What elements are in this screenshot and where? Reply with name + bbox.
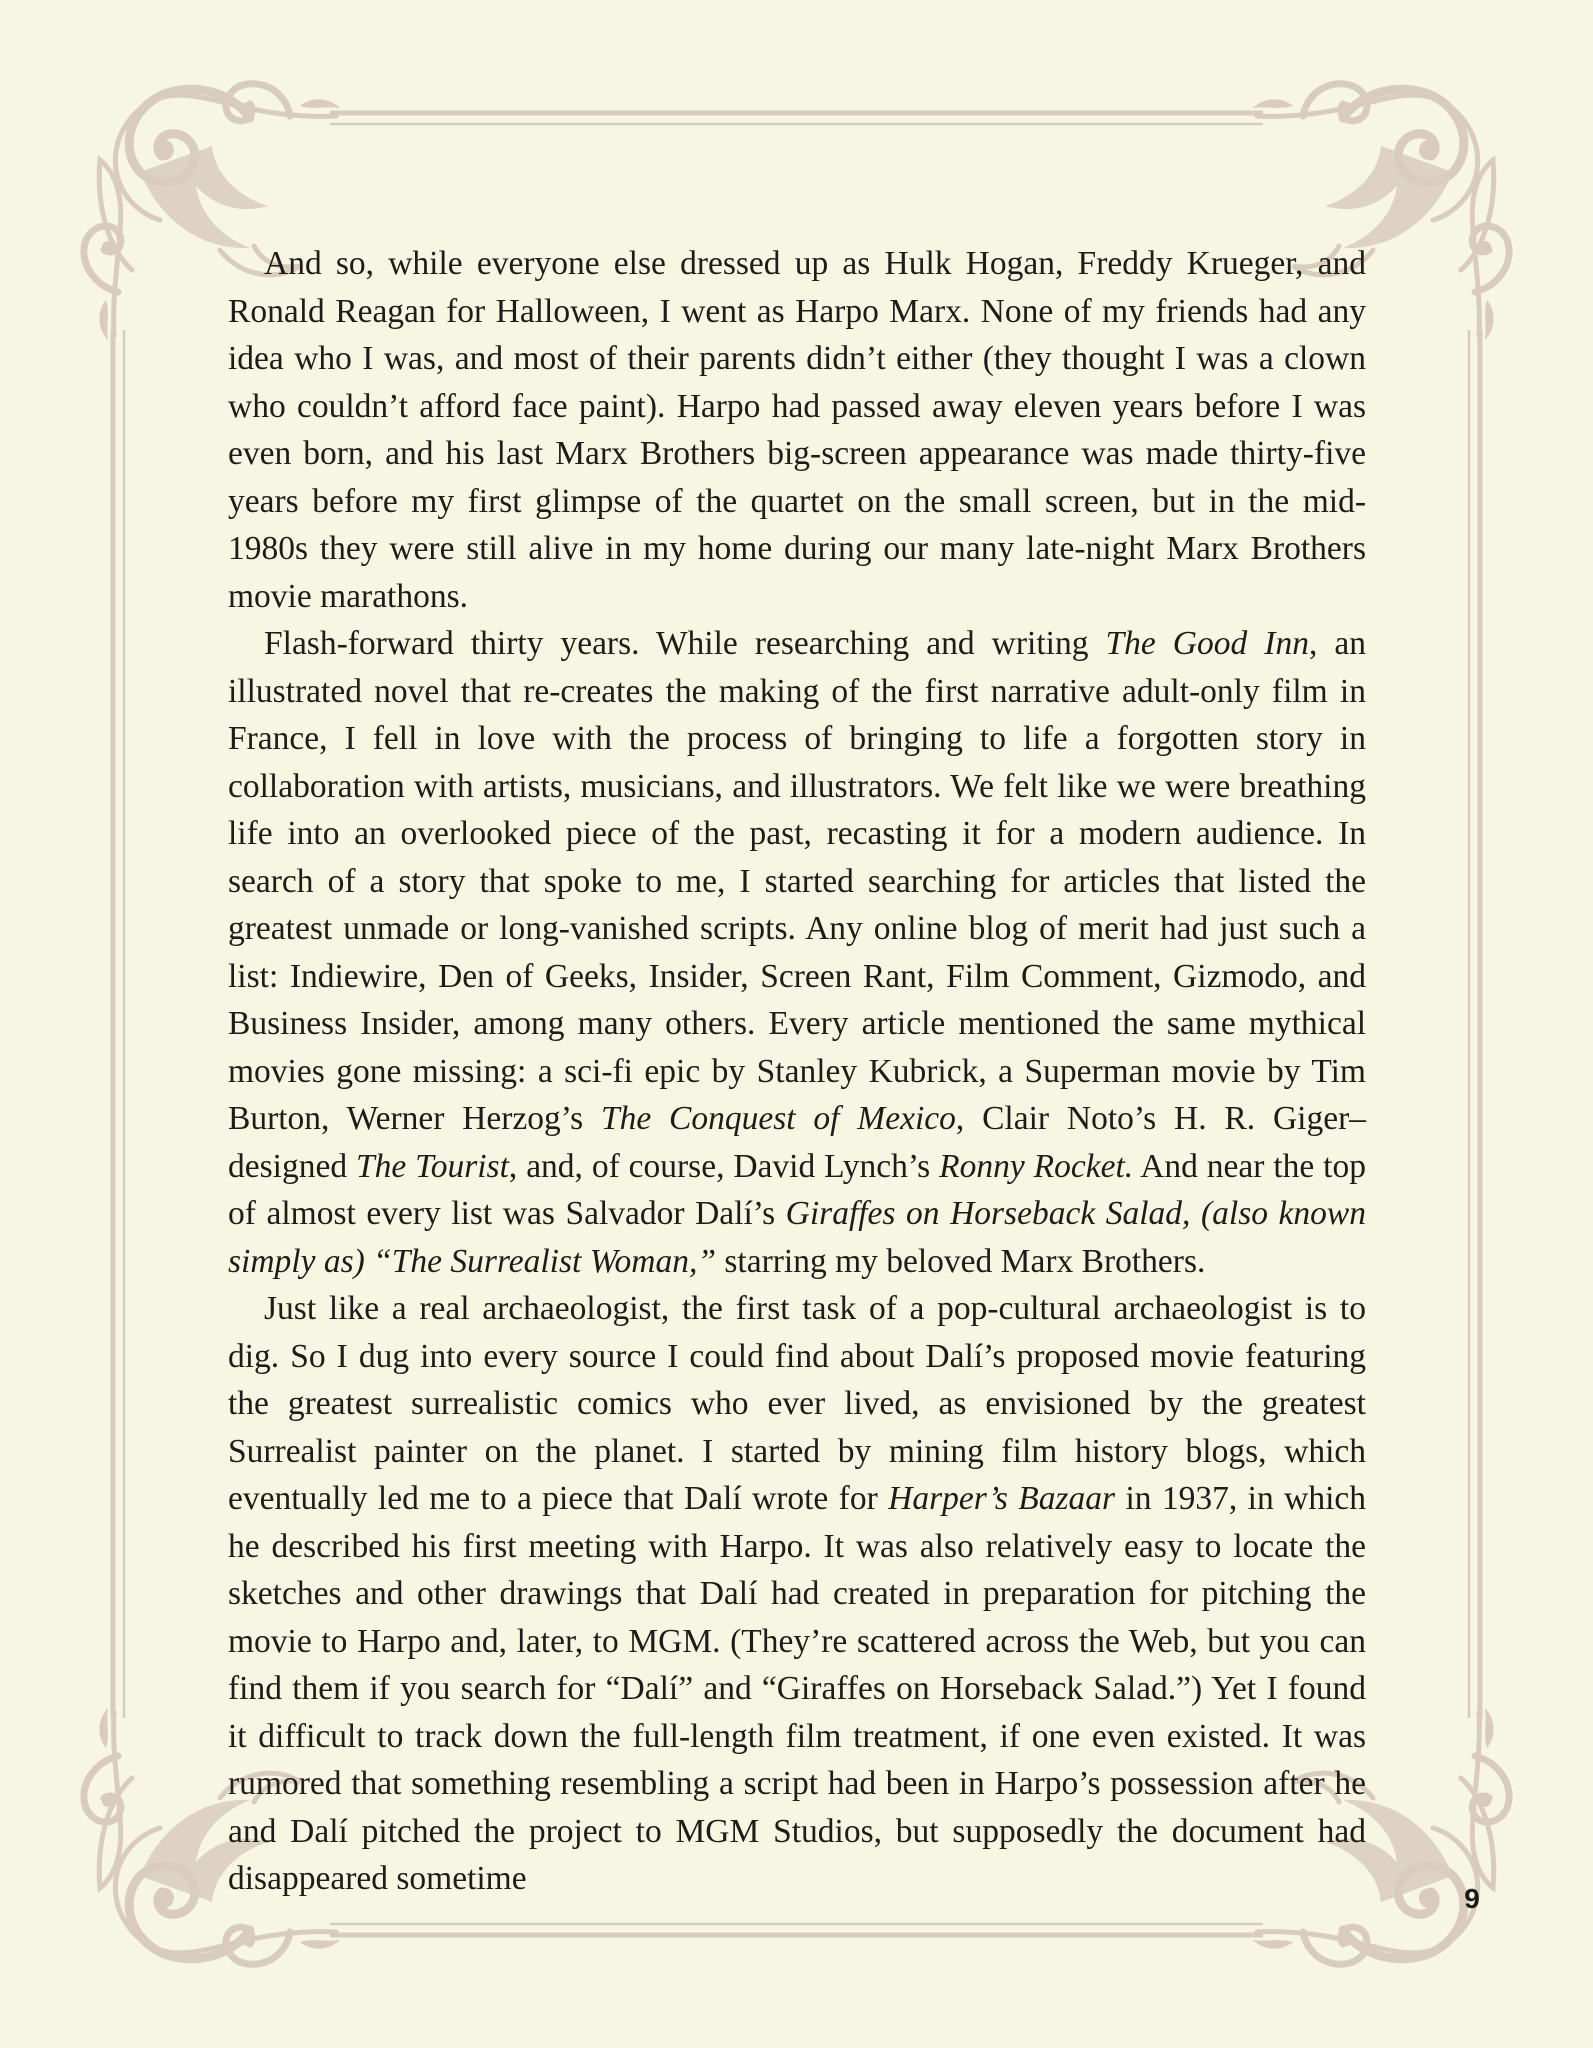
page-number: 9 xyxy=(1464,1883,1480,1914)
text-run: in 1937, in which he described his first meeting with Harpo. It was also relatively easy to locate the sketches and other drawings that Dalí had created in preparation for pitching the movie to Harpo and, later, to MGM. (They’re scattered across the Web, but you can find them if you search for “Dalí” and “Giraffes on Horseback Salad.”) Yet I found it difficult to track down the full-length film treatment, if one even existed. It was rumored that something resembling a script had been in Harpo’s possession after he and Dalí pitched the project to MGM Studios, but supposedly the document had disappeared sometime xyxy=(228,1480,1367,1897)
paragraph xyxy=(228,620,1366,1285)
italic-title: The Tourist xyxy=(356,1147,509,1185)
text-run: , Clair Noto’s H. R. Giger–designed xyxy=(228,1100,1367,1185)
italic-title: Ronny Rocket. xyxy=(939,1147,1134,1185)
text-run: , an illustrated novel that re-creates the making of the first narrative adult-only film in France, I fell in love with the process of bringing to life a forgotten story in collaboration with artists, musicians, and illustrators. We felt like we were breathing life into an overlooked piece of the past, recasting it for a modern audience. In search of a story that spoke to me, I started searching for articles that listed the greatest unmade or long-vanished scripts. Any online blog of merit had just such a list: Indiewire, Den of Geeks, Insider, Screen Rant, Film Comment, Gizmodo, and Business Insider, among many others. Every article mentioned the same mythical movies gone missing: a sci-fi epic by Stanley Kubrick, a Superman movie by Tim Burton, Werner Herzog’s xyxy=(228,625,1366,1137)
text-run: Just like a real archaeologist, the first task of a pop-cultural archaeologist is to dig. So I dug into every source I could find about Dalí’s proposed movie featuring the greatest surrealistic comics who ever lived, as envisioned by the greatest Surrealist painter on the planet. I started by mining film history blogs, which eventually led me to a piece that Dalí wrote for xyxy=(228,1290,1366,1517)
body-text xyxy=(228,240,1366,1903)
text-run: starring my beloved Marx Brothers. xyxy=(715,1242,1206,1280)
paragraph xyxy=(228,240,1366,620)
italic-title: The Conquest of Mexico xyxy=(600,1100,956,1137)
text-run: And near the top of almost every list was Salvador Dalí’s xyxy=(228,1147,1366,1232)
italic-title: The Good Inn xyxy=(1105,625,1309,662)
text-run: And so, while everyone else dressed up as Hulk Hogan, Freddy Krueger, and Ronald Reagan for Halloween, I went as Harpo Marx. None of my friends had any idea who I was, and most of their parents didn’t either (they thought I was a clown who couldn’t afford face paint). Harpo had passed away eleven years before I was even born, and his last Marx Brothers big-screen appearance was made thirty-five years before my first glimpse of the quartet on the small screen, but in the mid-1980s they were still alive in my home during our many late-night Marx Brothers movie marathons. xyxy=(228,245,1366,615)
italic-title: Giraffes on Horseback Salad, (also known simply as) “The Surrealist Woman,” xyxy=(228,1195,1366,1280)
text-run: , and, of course, David Lynch’s xyxy=(508,1147,940,1185)
text-run: Flash-forward thirty years. While researching and writing xyxy=(264,625,1106,662)
italic-title: Harper’s Bazaar xyxy=(888,1480,1116,1517)
paragraph xyxy=(228,1285,1366,1903)
